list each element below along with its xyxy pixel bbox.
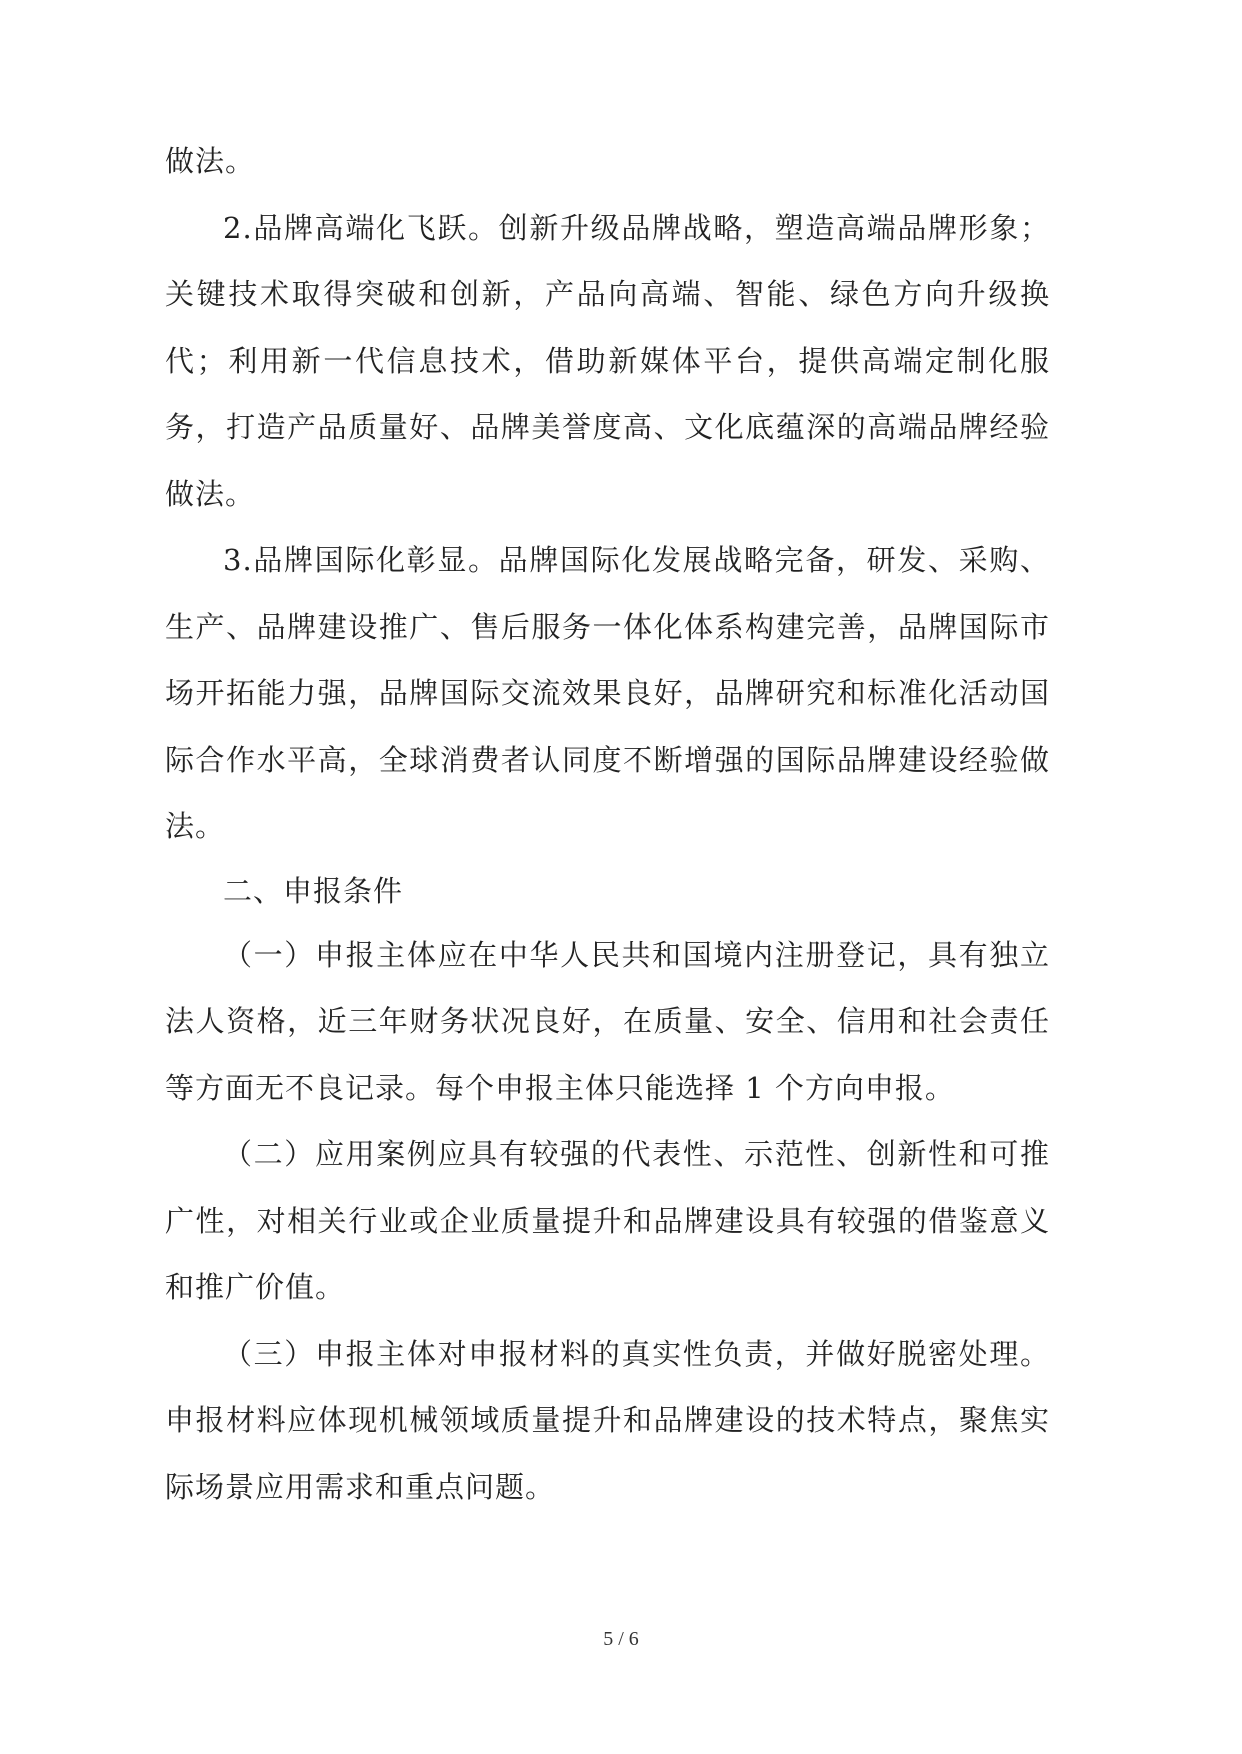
paragraph-brand-international: 3.品牌国际化彰显。品牌国际化发展战略完备，研发、采购、生产、品牌建设推广、售后服务一体化体系构建完善，品牌国际市场开拓能力强，品牌国际交流效果良好，品牌研究和标准化活动国际合作水平高，全球消费者认同度不断增强的国际品牌建设经验做法。 <box>165 543 1050 843</box>
page-number: 5 / 6 <box>603 1628 639 1650</box>
paragraph-brand-high-end: 2.品牌高端化飞跃。创新升级品牌战略，塑造高端品牌形象；关键技术取得突破和创新，产品向高端、智能、绿色方向升级换代；利用新一代信息技术，借助新媒体平台，提供高端定制化服务，打造产品质量好、品牌美誉度高、文化底蕴深的高端品牌经验做法。 <box>165 210 1050 511</box>
section-heading-application-conditions: 二、申报条件 <box>223 873 404 908</box>
paragraph-continuation: 做法。 <box>165 144 256 178</box>
paragraph-condition-2: （二）应用案例应具有较强的代表性、示范性、创新性和可推广性，对相关行业或企业质量提升和品牌建设具有较强的借鉴意义和推广价值。 <box>165 1137 1050 1304</box>
document-body <box>165 128 1050 1520</box>
paragraph-condition-3: （三）申报主体对申报材料的真实性负责，并做好脱密处理。申报材料应体现机械领域质量提升和品牌建设的技术特点，聚焦实际场景应用需求和重点问题。 <box>165 1336 1050 1504</box>
paragraph-condition-1: （一）申报主体应在中华人民共和国境内注册登记，具有独立法人资格，近三年财务状况良好，在质量、安全、信用和社会责任等方面无不良记录。每个申报主体只能选择 1 个方向申报。 <box>165 937 1050 1105</box>
